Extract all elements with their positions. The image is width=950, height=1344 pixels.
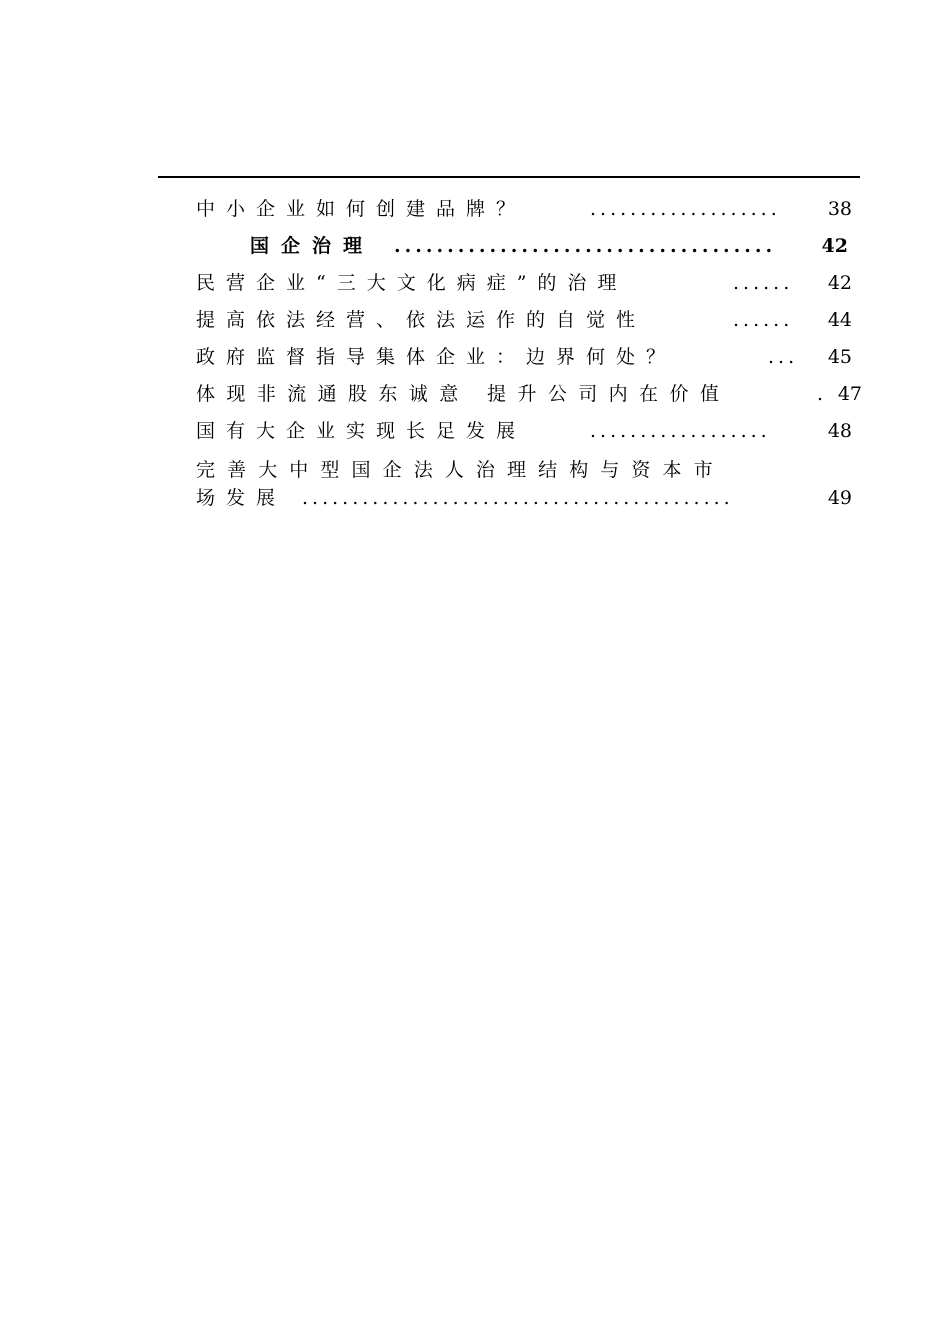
header-rule bbox=[158, 176, 860, 178]
toc-entry-title: 国企治理 bbox=[250, 235, 375, 257]
toc-page-number: 38 bbox=[827, 198, 852, 220]
toc-entry[interactable] bbox=[196, 416, 852, 446]
toc-entry-title: 政府监督指导集体企业：边界何处？ bbox=[196, 346, 677, 368]
toc-page-number: 48 bbox=[827, 420, 852, 442]
toc-leader-dots: ................... bbox=[590, 198, 781, 220]
toc-leader-dots: ...... bbox=[733, 272, 794, 294]
toc-page-number: 49 bbox=[827, 487, 852, 509]
toc-page-number: 47 bbox=[837, 383, 862, 405]
toc-entry-title: 国有大企业实现长足发展 bbox=[196, 420, 527, 442]
toc-entry[interactable] bbox=[196, 379, 862, 409]
toc-entry[interactable] bbox=[196, 342, 852, 372]
toc-entry-title: 提高依法经营、依法运作的自觉性 bbox=[196, 309, 647, 331]
toc-page-number: 42 bbox=[827, 272, 852, 294]
toc-entry[interactable] bbox=[196, 483, 852, 513]
toc-leader-dots: ... bbox=[768, 346, 799, 368]
toc-entry-title: 体现非流通股东诚意 提升公司内在价值 bbox=[196, 383, 731, 405]
toc-entry[interactable] bbox=[196, 194, 852, 224]
toc-leader-dots: .................. bbox=[590, 420, 771, 442]
toc-page-number: 44 bbox=[827, 309, 852, 331]
toc-leader-dots: .................................... bbox=[394, 235, 777, 257]
toc-entry[interactable] bbox=[196, 268, 852, 298]
toc-entry-title: 民营企业“三大文化病症”的治理 bbox=[196, 272, 628, 294]
toc-page-number: 42 bbox=[821, 235, 848, 257]
toc-entry-title-line[interactable] bbox=[196, 455, 852, 485]
toc-entry[interactable] bbox=[196, 305, 852, 335]
toc-entry-title: 中小企业如何创建品牌？ bbox=[196, 198, 527, 220]
toc-leader-dots: . bbox=[817, 383, 828, 405]
toc-section-heading[interactable] bbox=[196, 231, 852, 261]
toc-leader-dots: ...... bbox=[733, 309, 794, 331]
toc-entry-title: 场发展 bbox=[196, 487, 287, 509]
toc-entry-title: 完善大中型国企法人治理结构与资本市 bbox=[196, 459, 725, 481]
toc-leader-dots: ........................................... bbox=[302, 487, 734, 509]
toc-page-number: 45 bbox=[827, 346, 852, 368]
